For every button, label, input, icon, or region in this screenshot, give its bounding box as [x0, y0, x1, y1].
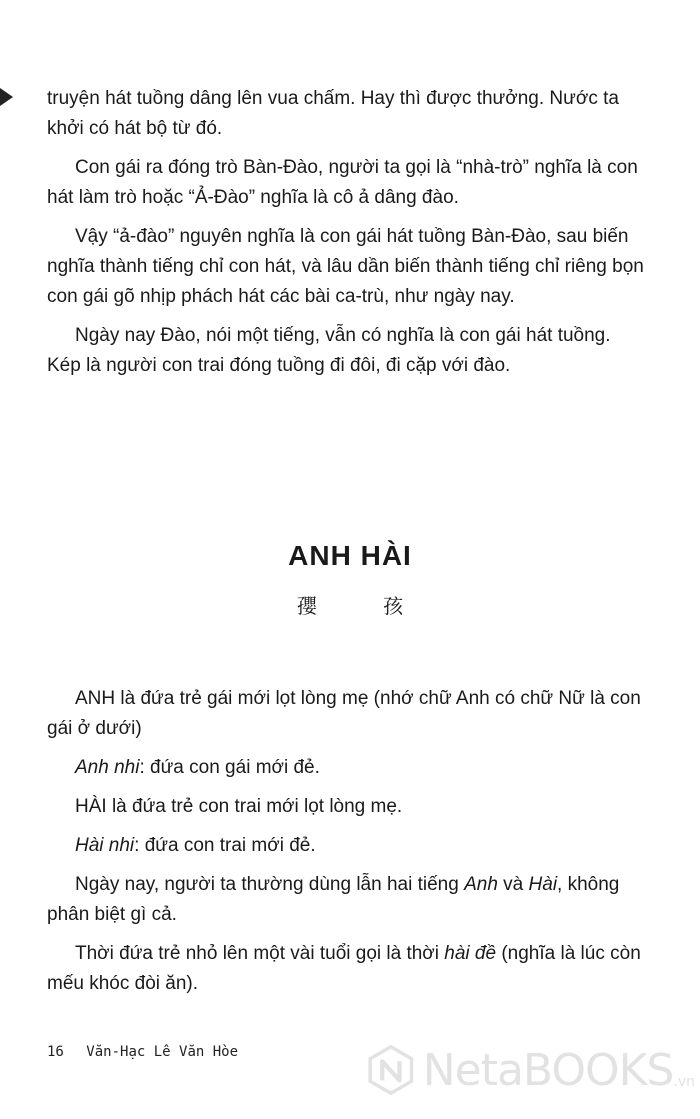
book-title: Văn-Hạc Lê Văn Hòe: [86, 1044, 239, 1060]
term-hai-nhi: Hài nhi: [75, 835, 135, 856]
watermark-brand: NetaBOOKS: [422, 1044, 674, 1096]
bottom-text-block: [47, 684, 645, 1008]
definition-hai-nhi: : đứa con trai mới đẻ.: [134, 835, 316, 856]
watermark: [365, 1040, 695, 1100]
paragraph-dao-kep: Ngày nay Đào, nói một tiếng, vẫn có nghĩa là con gái hát tuồng. Kép là người con trai đóng tuồng đi đôi, đi cặp với đào.: [47, 325, 611, 376]
paragraph-nha-tro: Con gái ra đóng trò Bàn-Đào, người ta gọi là “nhà-trò” nghĩa là con hát làm trò hoặc “Ả-Đào” nghĩa là cô ả dâng đào.: [47, 157, 638, 208]
term-hai-de: hài đề: [444, 943, 497, 964]
paragraph-a-dao: Vậy “ả-đào” nguyên nghĩa là con gái hát tuồng Bàn-Đào, sau biến nghĩa thành tiếng chỉ con hát, và lâu dần biến thành tiếng chỉ riêng bọn con gái gõ nhịp phách hát các bài ca-trù, như ngày nay.: [47, 226, 644, 307]
section-title: ANH HÀI: [288, 540, 412, 571]
top-text-block: [47, 84, 645, 390]
usage-text-post: , không phân biệt gì cả.: [47, 874, 620, 925]
paragraph-hai-nhi: [47, 831, 645, 861]
page-number: 16: [47, 1044, 64, 1060]
usage-text-pre: Ngày nay, người ta thường dùng lẫn hai tiếng: [75, 874, 465, 895]
paragraph-hai-definition: HÀI là đứa trẻ con trai mới lọt lòng mẹ.: [75, 796, 403, 817]
paragraph-usage-today: [47, 870, 645, 930]
paragraph-anh-definition: ANH là đứa trẻ gái mới lọt lòng mẹ (nhớ chữ Anh có chữ Nữ là con gái ở dưới): [47, 688, 641, 739]
page-footer: [47, 1044, 238, 1060]
definition-anh-nhi: : đứa con gái mới đẻ.: [139, 757, 320, 778]
section-han-characters: 孾 孩: [296, 594, 434, 618]
term-hai: Hài: [528, 874, 558, 895]
term-anh: Anh: [464, 874, 498, 895]
paragraph-anh-nhi: [47, 753, 645, 783]
paragraph-hai-de: [47, 939, 645, 999]
hai-de-text-post: (nghĩa là lúc còn mếu khóc đòi ăn).: [47, 943, 641, 994]
page-edge-marker: [0, 88, 13, 106]
usage-text-mid: và: [497, 874, 529, 895]
hai-de-text-pre: Thời đứa trẻ nhỏ lên một vài tuổi gọi là thời: [75, 943, 445, 964]
term-anh-nhi: Anh nhi: [75, 757, 140, 778]
netabooks-logo-icon: [365, 1041, 417, 1099]
paragraph-continued: truyện hát tuồng dâng lên vua chấm. Hay thì được thưởng. Nước ta khởi có hát bộ từ đó.: [47, 88, 619, 139]
watermark-suffix: .vn: [673, 1074, 695, 1090]
